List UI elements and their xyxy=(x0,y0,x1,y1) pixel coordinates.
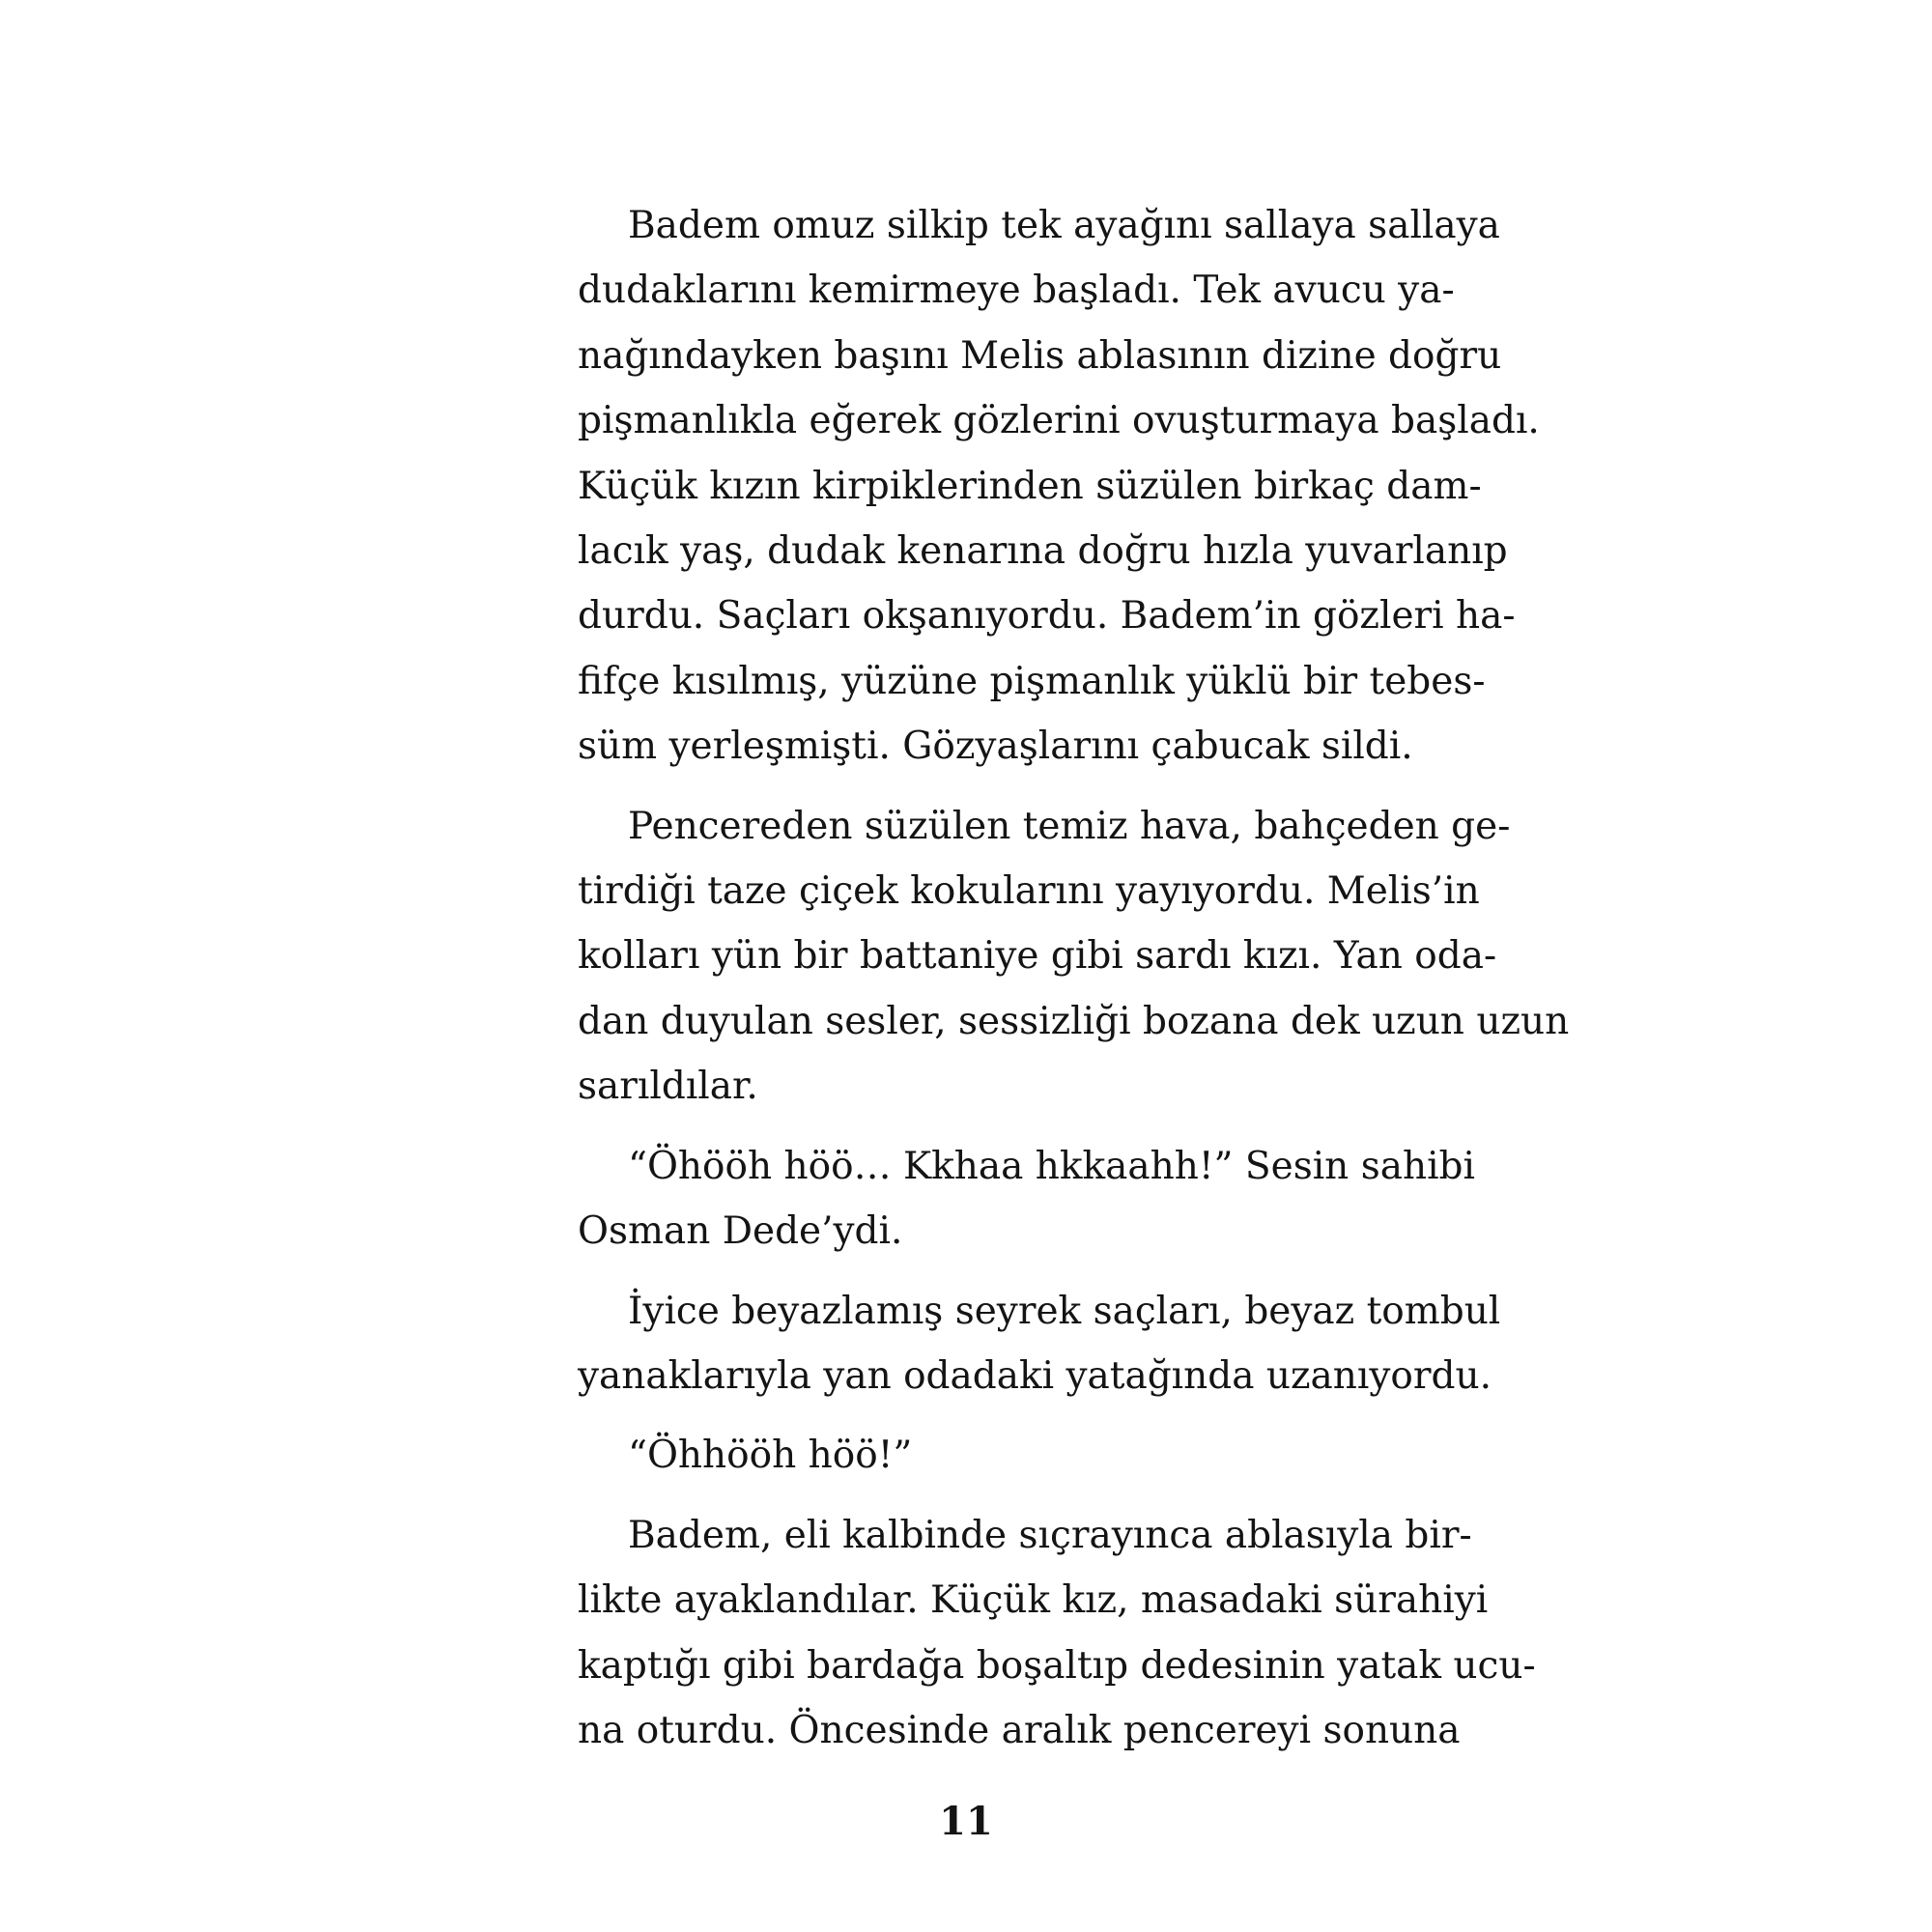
text-line: dudaklarını kemirmeye başladı. Tek avucu ya- xyxy=(578,269,1455,313)
text-line: kolları yün bir battaniye gibi sardı kızı. Yan oda- xyxy=(578,934,1497,979)
text-line: süm yerleşmişti. Gözyaşlarını çabucak sildi. xyxy=(578,724,1413,769)
paragraph xyxy=(578,1503,1536,1764)
text-line: İyice beyazlamış seyrek saçları, beyaz tombul xyxy=(628,1289,1501,1333)
text-line: sarıldılar. xyxy=(578,1065,758,1109)
body-text xyxy=(578,193,1570,1777)
text-line: “Öhööh höö… Kkhaa hkkaahh!” Sesin sahibi xyxy=(628,1144,1475,1188)
text-line: dan duyulan sesler, sessizliği bozana dek uzun uzun xyxy=(578,999,1570,1043)
text-line: kaptığı gibi bardağa boşaltıp dedesinin yatak ucu- xyxy=(578,1643,1536,1688)
text-line: yanaklarıyla yan odadaki yatağında uzanıyordu. xyxy=(578,1353,1492,1398)
text-line: Badem omuz silkip tek ayağını sallaya sallaya xyxy=(628,204,1500,247)
text-line: Osman Dede’ydi. xyxy=(578,1209,903,1254)
paragraph xyxy=(578,1423,1397,1488)
paragraph xyxy=(578,794,1570,1120)
text-line: lacık yaş, dudak kenarına doğru hızla yuvarlanıp xyxy=(578,529,1508,574)
text-line: Küçük kızın kirpiklerinden süzülen birkaç dam- xyxy=(578,464,1482,508)
text-line: tirdiği taze çiçek kokularını yayıyordu. Melis’in xyxy=(578,869,1480,914)
paragraph xyxy=(578,1134,1475,1264)
text-line: Badem, eli kalbinde sıçrayınca ablasıyla bir- xyxy=(628,1513,1472,1557)
paragraph xyxy=(578,1279,1501,1409)
text-line: Pencereden süzülen temiz hava, bahçeden ge- xyxy=(628,804,1511,848)
text-line: nağındayken başını Melis ablasının dizine doğru xyxy=(578,333,1502,378)
page-number: 11 xyxy=(939,1799,993,1844)
text-line: likte ayaklandılar. Küçük kız, masadaki sürahiyi xyxy=(578,1578,1489,1623)
text-line: fifçe kısılmış, yüzüne pişmanlık yüklü bir tebes- xyxy=(578,659,1486,703)
text-line: “Öhhööh höö!” xyxy=(628,1434,913,1478)
text-line: durdu. Saçları okşanıyordu. Badem’in gözleri ha- xyxy=(578,594,1516,639)
paragraph xyxy=(578,193,1540,780)
text-line: pişmanlıkla eğerek gözlerini ovuşturmaya başladı. xyxy=(578,399,1540,443)
text-line: na oturdu. Öncesinde aralık pencereyi sonuna xyxy=(578,1708,1461,1752)
